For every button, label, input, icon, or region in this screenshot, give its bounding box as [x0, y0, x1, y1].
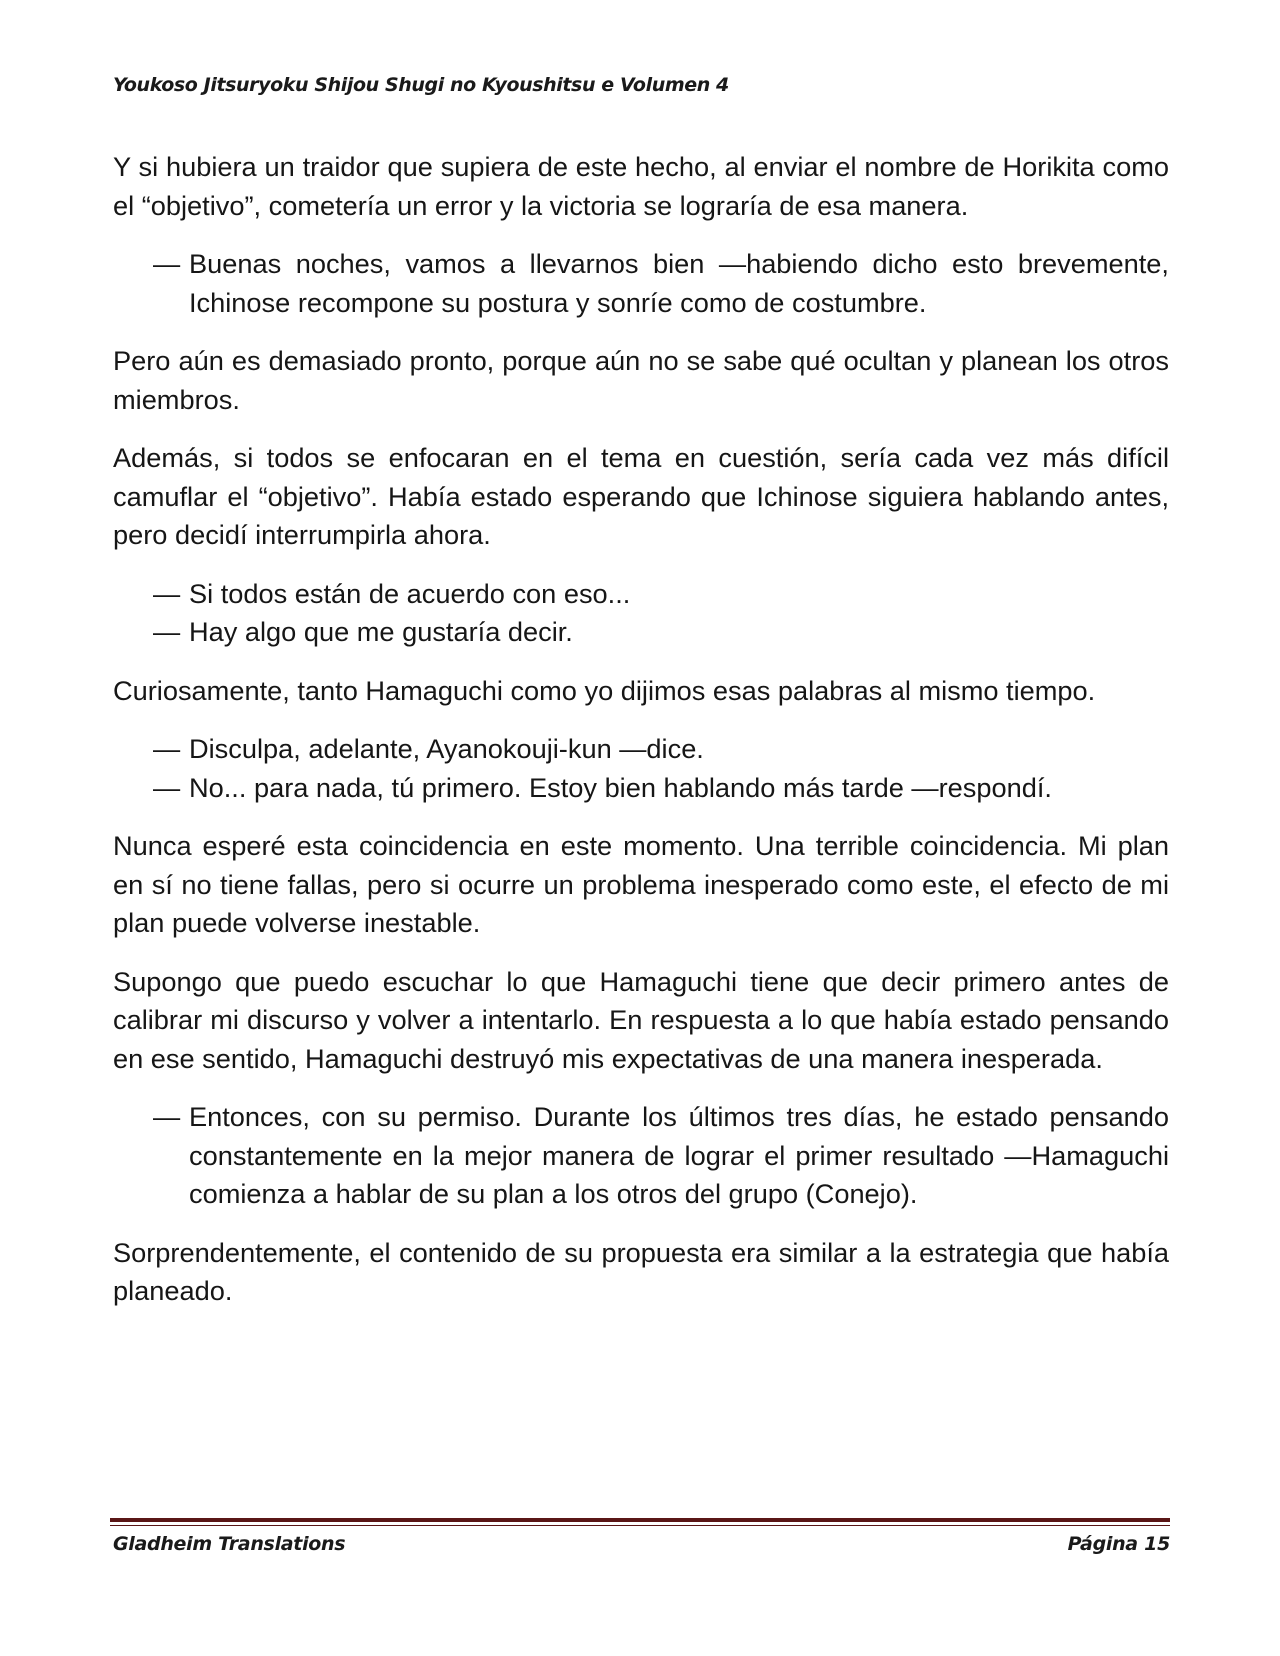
paragraph: Curiosamente, tanto Hamaguchi como yo dijimos esas palabras al mismo tiempo.: [113, 674, 1096, 706]
footer-translator: Gladheim Translations: [113, 1533, 346, 1555]
paragraph: Además, si todos se enfocaran en el tema en cuestión, sería cada vez más difícil camuflar el “objetivo”. Había estado esperando que Ichinose siguiera hablando antes, pero decidí interrumpirla ahora.: [113, 442, 1169, 550]
footer-page-number: Página 15: [1067, 1533, 1170, 1555]
dialogue-line: — Si todos están de acuerdo con eso...: [153, 575, 1169, 614]
paragraph: Y si hubiera un traidor que supiera de este hecho, al enviar el nombre de Horikita como el “objetivo”, cometería un error y la victoria se lograría de esa manera.: [113, 151, 1169, 221]
paragraph: Pero aún es demasiado pronto, porque aún no se sabe qué ocultan y planean los otros miembros.: [113, 345, 1169, 415]
running-header: Youkoso Jitsuryoku Shijou Shugi no Kyoushitsu e Volumen 4: [113, 74, 729, 96]
dialogue-block: [113, 245, 1169, 322]
paragraph: Sorprendentemente, el contenido de su propuesta era similar a la estrategia que había planeado.: [113, 1236, 1169, 1306]
dialogue-line: — Disculpa, adelante, Ayanokouji-kun —dice.: [153, 730, 1169, 769]
paragraph: Supongo que puedo escuchar lo que Hamaguchi tiene que decir primero antes de calibrar mi discurso y volver a intentarlo. En respuesta a lo que había estado pensando en ese sentido, Hamaguchi destruyó mis expectativas de una manera inesperada.: [113, 965, 1169, 1074]
dialogue-block: [113, 575, 1169, 652]
dialogue-line: — Hay algo que me gustaría decir.: [153, 613, 1169, 652]
dialogue-block: [113, 1098, 1169, 1214]
page-body: [113, 148, 1169, 1331]
dialogue-block: [113, 730, 1169, 807]
footer-rule: [110, 1518, 1170, 1522]
footer-rule-thin: [110, 1525, 1170, 1526]
dialogue-line: — Entonces, con su permiso. Durante los últimos tres días, he estado pensando constantemente en la mejor manera de lograr el primer resultado —Hamaguchi comienza a hablar de su plan a los otros del grupo (Conejo).: [153, 1098, 1169, 1214]
dialogue-line: — Buenas noches, vamos a llevarnos bien —habiendo dicho esto brevemente, Ichinose recompone su postura y sonríe como de costumbre.: [153, 245, 1169, 322]
dialogue-line: — No... para nada, tú primero. Estoy bien hablando más tarde —respondí.: [153, 769, 1169, 808]
paragraph: Nunca esperé esta coincidencia en este momento. Una terrible coincidencia. Mi plan en sí no tiene fallas, pero si ocurre un problema inesperado como este, el efecto de mi plan puede volverse inestable.: [113, 830, 1169, 938]
